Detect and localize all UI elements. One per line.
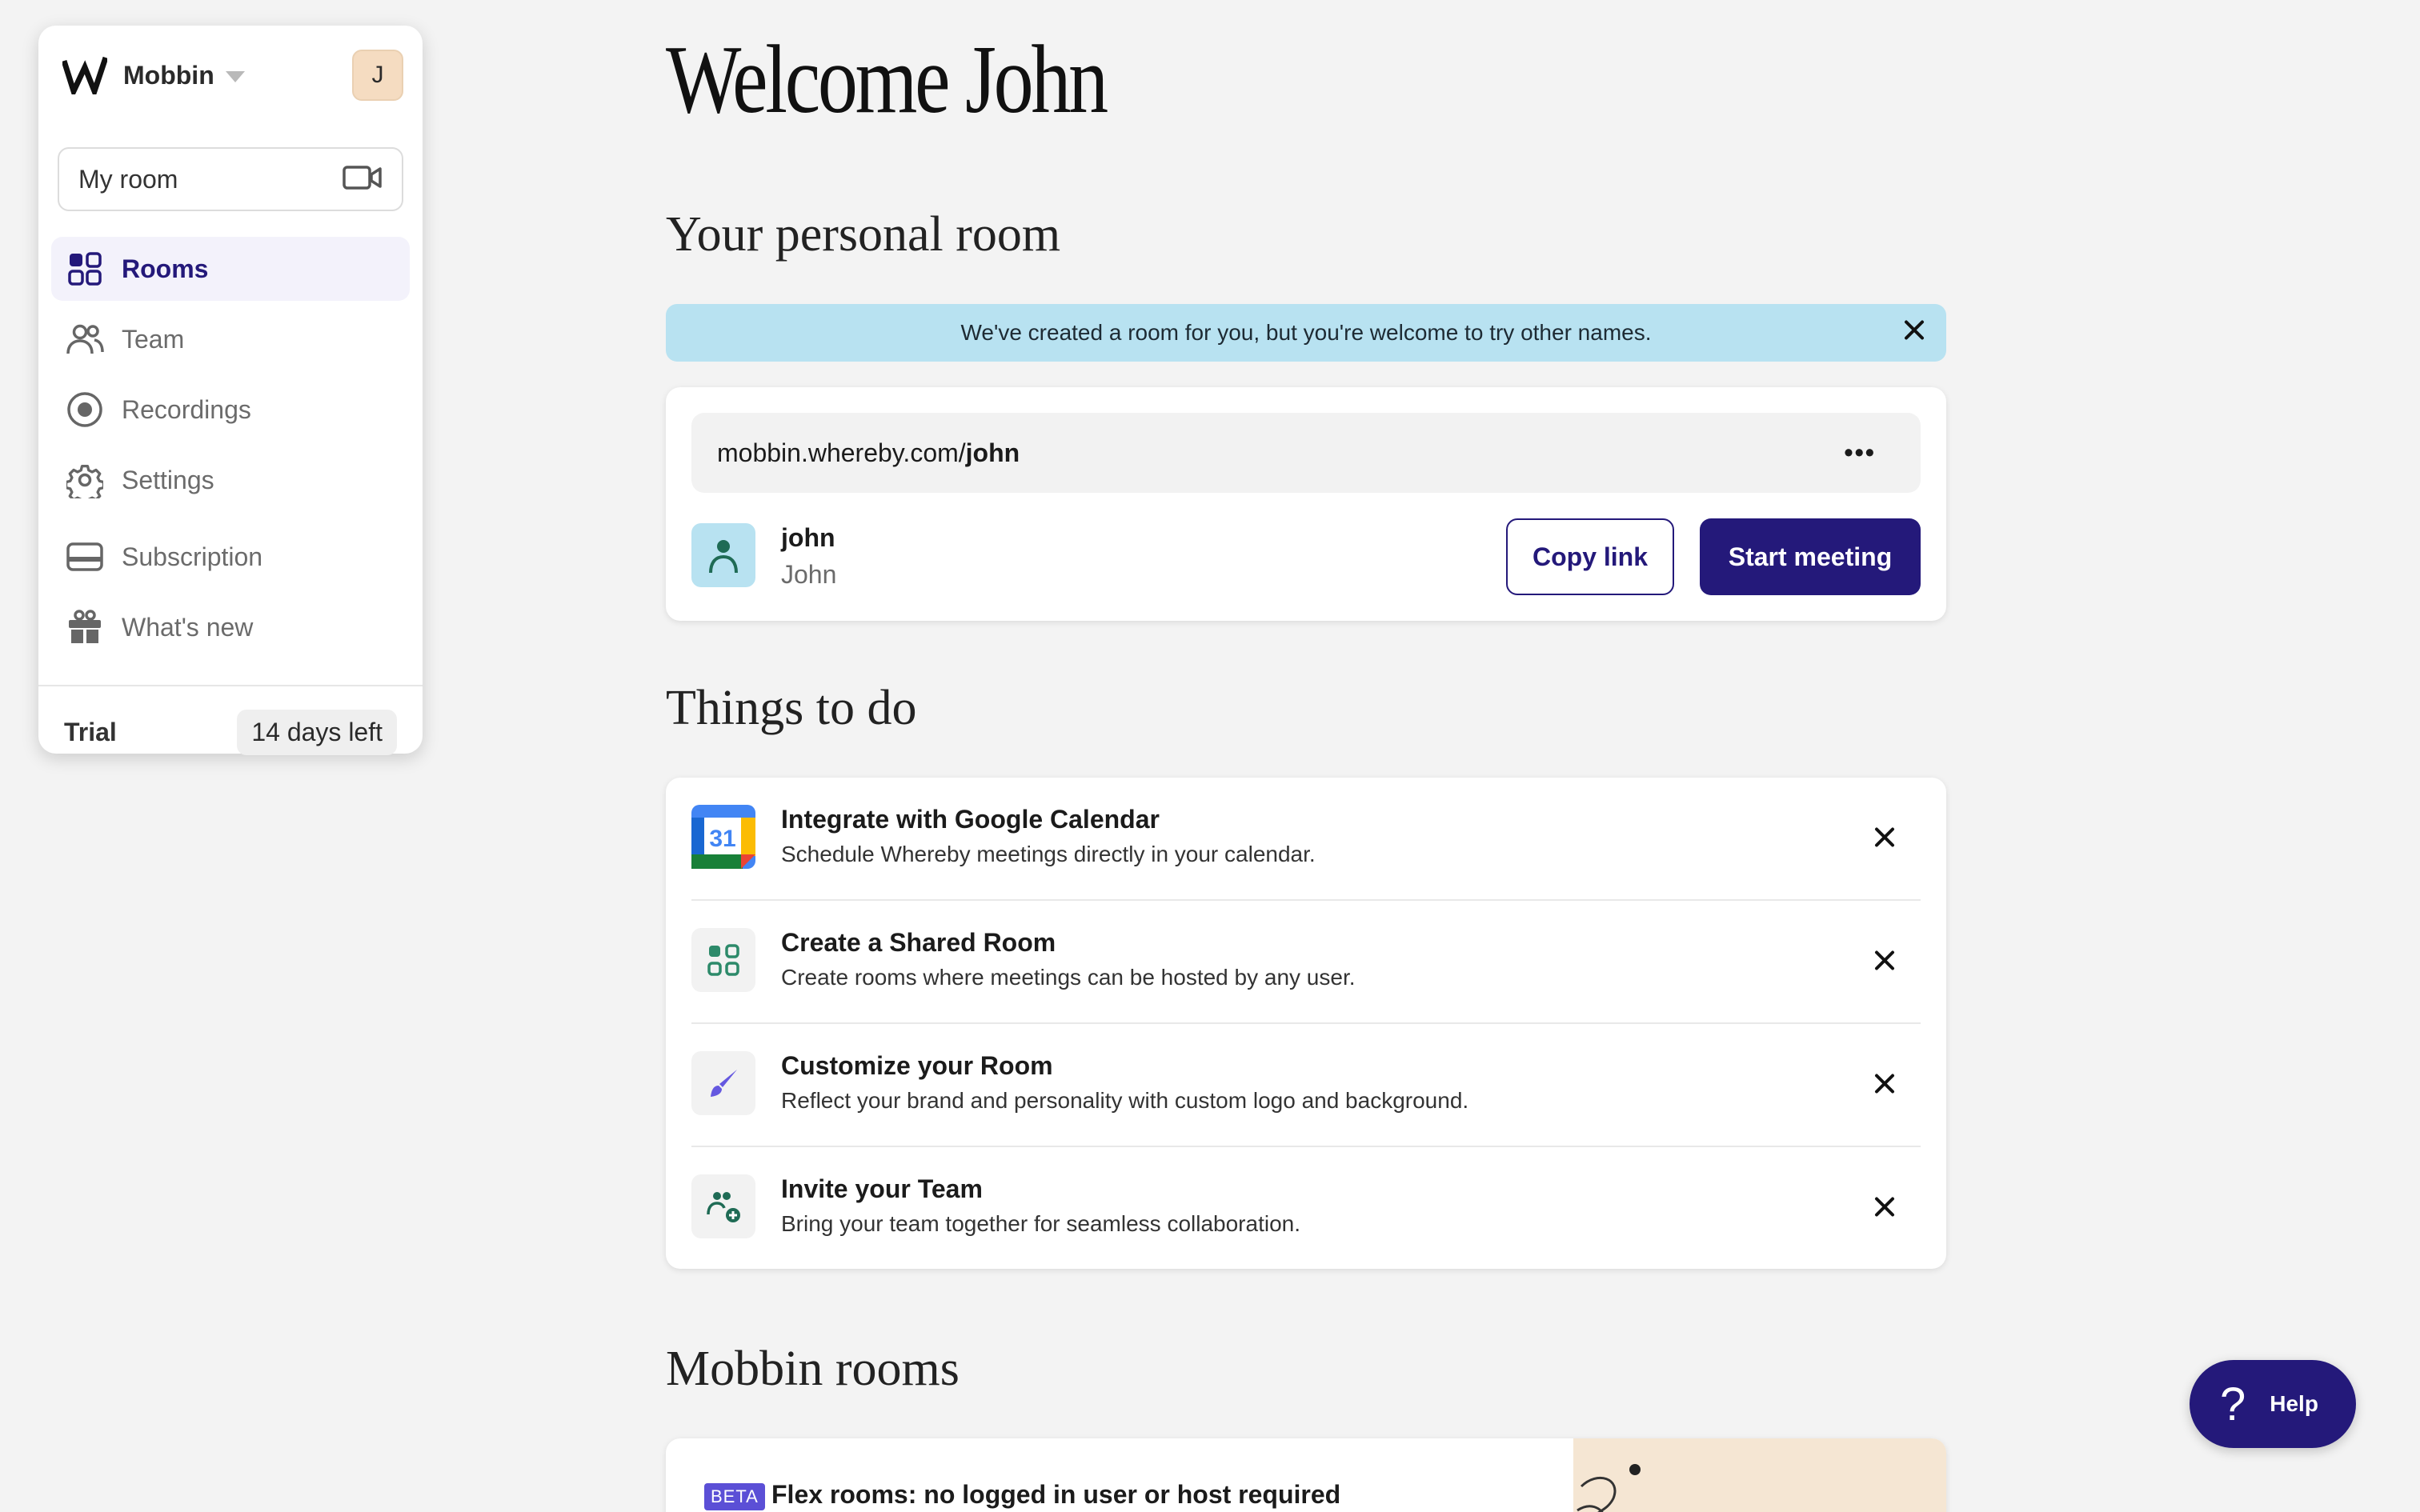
todo-description: Create rooms where meetings can be hosted by any user.	[781, 965, 1356, 990]
whereby-logo-icon	[62, 53, 110, 98]
team-icon	[66, 320, 104, 358]
invite-team-icon	[691, 1174, 755, 1238]
my-room-button[interactable]	[58, 147, 403, 211]
todo-item[interactable]	[691, 1024, 1921, 1147]
todo-item[interactable]	[691, 1147, 1921, 1270]
sidebar	[38, 26, 423, 754]
question-icon: ?	[2220, 1378, 2246, 1430]
flex-rooms-title: Flex rooms: no logged in user or host required	[771, 1480, 1341, 1509]
chevron-down-icon	[226, 71, 245, 82]
info-banner	[666, 304, 1946, 362]
shared-room-icon	[691, 928, 755, 992]
card-icon	[66, 538, 104, 576]
room-name: john	[781, 523, 835, 552]
sidebar-item-subscription[interactable]	[51, 525, 410, 589]
org-switcher[interactable]	[62, 50, 403, 101]
sidebar-item-label: Recordings	[122, 394, 251, 424]
sidebar-item-team[interactable]	[51, 307, 410, 371]
sidebar-item-settings[interactable]	[51, 448, 410, 512]
gift-icon	[66, 608, 104, 646]
gear-icon	[66, 461, 104, 499]
flex-rooms-card[interactable]	[666, 1438, 1946, 1512]
todo-heading: Things to do	[666, 681, 917, 735]
todo-title: Integrate with Google Calendar	[781, 805, 1160, 834]
close-icon[interactable]	[1903, 319, 1925, 347]
copy-link-button[interactable]: Copy link	[1506, 518, 1674, 595]
user-avatar[interactable]: J	[352, 50, 403, 101]
room-owner: John	[781, 560, 837, 589]
todo-title: Customize your Room	[781, 1051, 1053, 1080]
room-url-prefix: mobbin.whereby.com/	[717, 438, 966, 467]
close-icon[interactable]	[1874, 827, 1895, 852]
beta-badge: BETA	[704, 1483, 765, 1510]
room-url-slug: john	[965, 438, 1020, 467]
trial-days-badge[interactable]: 14 days left	[237, 710, 397, 755]
close-icon[interactable]	[1874, 1074, 1895, 1098]
help-label: Help	[2270, 1391, 2318, 1416]
todo-item[interactable]	[691, 778, 1921, 901]
todo-item[interactable]	[691, 901, 1921, 1024]
info-banner-text: We've created a room for you, but you're welcome to try other names.	[960, 320, 1652, 345]
trial-status	[64, 710, 397, 754]
my-room-label: My room	[78, 164, 178, 194]
calendar-day: 31	[709, 826, 736, 852]
sidebar-item-whats-new[interactable]	[51, 595, 410, 659]
todo-description: Bring your team together for seamless collaboration.	[781, 1211, 1300, 1236]
video-camera-icon	[343, 164, 383, 195]
close-icon[interactable]	[1874, 950, 1895, 975]
todo-description: Schedule Whereby meetings directly in your calendar.	[781, 842, 1316, 866]
google-calendar-icon	[691, 805, 755, 869]
close-icon[interactable]	[1874, 1197, 1895, 1222]
sidebar-item-label: Rooms	[122, 254, 209, 283]
todo-card	[666, 778, 1946, 1269]
sidebar-item-rooms[interactable]	[51, 237, 410, 301]
personal-room-heading: Your personal room	[666, 207, 1061, 262]
rooms-grid-icon	[66, 250, 104, 288]
room-url-field[interactable]	[691, 413, 1921, 493]
start-meeting-button[interactable]: Start meeting	[1700, 518, 1921, 595]
help-button[interactable]	[2190, 1360, 2356, 1448]
sidebar-item-label: Team	[122, 324, 185, 354]
trial-label: Trial	[64, 717, 117, 746]
rooms-heading: Mobbin rooms	[666, 1342, 960, 1396]
todo-title: Create a Shared Room	[781, 928, 1056, 957]
todo-description: Reflect your brand and personality with custom logo and background.	[781, 1088, 1469, 1113]
flex-rooms-illustration	[1573, 1438, 1946, 1512]
brush-icon	[691, 1051, 755, 1115]
sidebar-item-label: Subscription	[122, 542, 263, 571]
sidebar-item-recordings[interactable]	[51, 378, 410, 442]
personal-room-card	[666, 387, 1946, 621]
sidebar-nav	[51, 237, 410, 666]
sidebar-item-label: Settings	[122, 465, 214, 494]
sidebar-divider	[38, 685, 423, 686]
sidebar-item-label: What's new	[122, 612, 254, 642]
todo-title: Invite your Team	[781, 1174, 983, 1203]
record-icon	[66, 390, 104, 429]
room-avatar	[691, 523, 755, 587]
org-name: Mobbin	[123, 60, 214, 90]
page-title: Welcome John	[666, 26, 1106, 134]
more-options-icon[interactable]: •••	[1844, 438, 1876, 467]
